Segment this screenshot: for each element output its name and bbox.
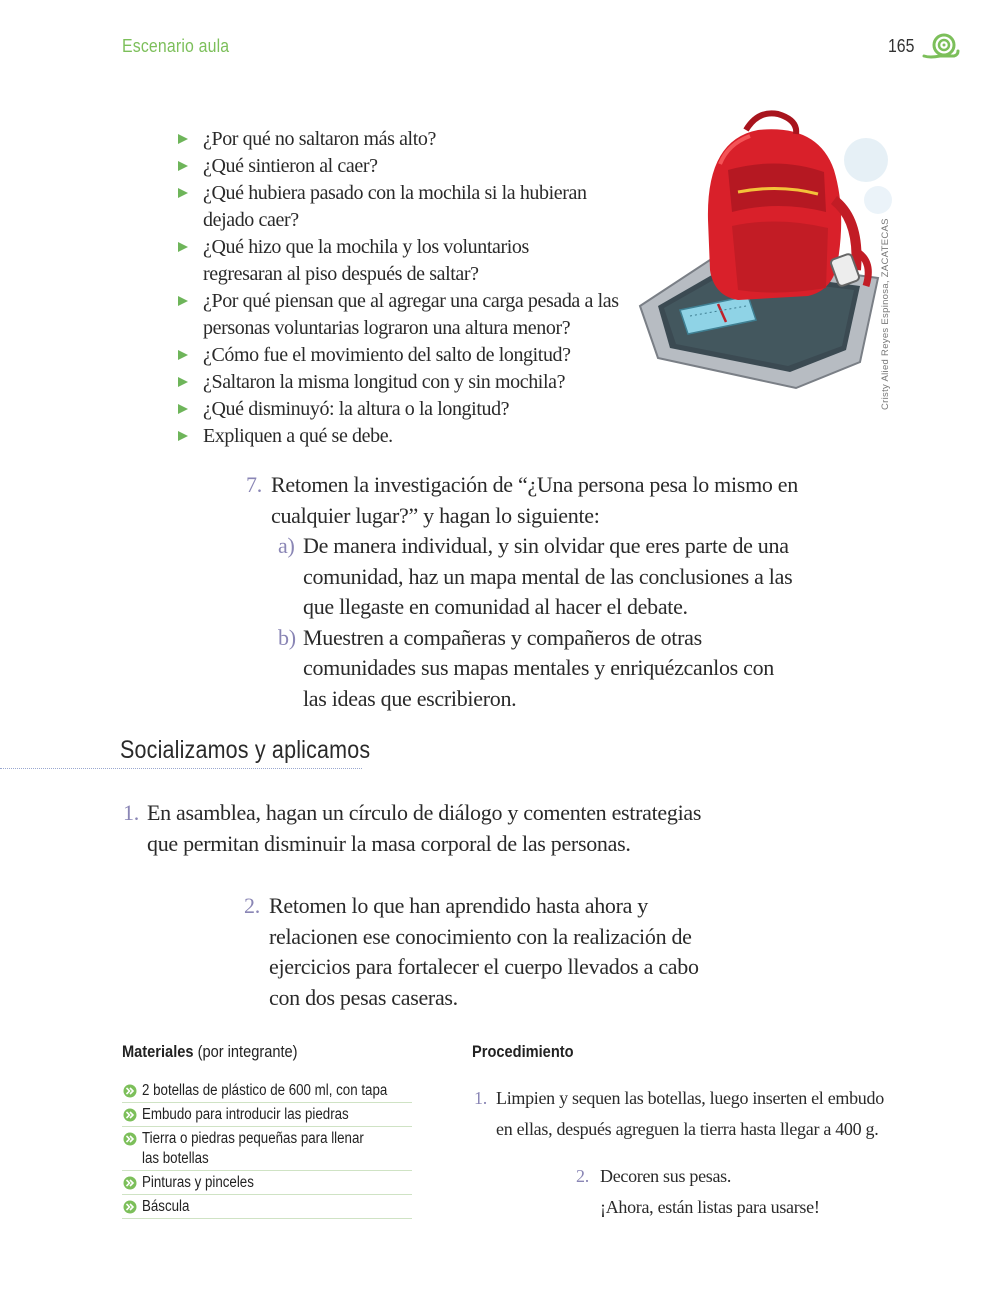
step-text: Decoren sus pesas. ¡Ahora, están listas para usarse! (600, 1166, 820, 1217)
arrow-bullet-icon (178, 242, 188, 252)
activity-item-2 (244, 891, 724, 1013)
material-item: Pinturas y pinceles (122, 1171, 412, 1195)
materials-title: Materiales (por integrante) (122, 1042, 298, 1061)
question-item: ¿Qué hubiera pasado con la mochila si la hubieran dejado caer? (176, 180, 636, 234)
page-number: 165 (888, 36, 915, 56)
question-item: ¿Cómo fue el movimiento del salto de longitud? (176, 342, 636, 369)
question-item: ¿Por qué no saltaron más alto? (176, 126, 636, 153)
subitem-letter: a) (278, 533, 295, 558)
activity-item-7 (246, 470, 806, 714)
subitem-a (246, 531, 806, 623)
double-chevron-icon (123, 1084, 137, 1098)
question-item: ¿Qué hizo que la mochila y los voluntarios regresaran al piso después de saltar? (176, 234, 636, 288)
material-item: 2 botellas de plástico de 600 ml, con tapa (122, 1079, 412, 1103)
activity-item-1 (123, 798, 743, 859)
arrow-bullet-icon (178, 134, 188, 144)
item-number: 1. (123, 800, 139, 825)
double-chevron-icon (123, 1132, 137, 1146)
section-heading: Socializamos y aplicamos (120, 736, 371, 764)
materials-list (122, 1079, 412, 1219)
question-item: Expliquen a qué se debe. (176, 423, 636, 450)
section-name: Escenario aula (122, 36, 230, 56)
step-number: 2. (576, 1166, 589, 1186)
question-list (176, 126, 636, 450)
arrow-bullet-icon (178, 350, 188, 360)
item-text: En asamblea, hagan un círculo de diálogo y comenten estrategias que permitan disminuir la masa corporal de las personas. (147, 800, 702, 856)
question-item: ¿Qué sintieron al caer? (176, 153, 636, 180)
question-item: ¿Por qué piensan que al agregar una carga pesada a las personas voluntarias lograron una altura menor? (176, 288, 636, 342)
arrow-bullet-icon (178, 161, 188, 171)
subitem-b (246, 623, 806, 715)
snail-icon (920, 30, 960, 62)
illustration-credit: Cristy Alied Reyes Espinosa, ZACATECAS (880, 218, 891, 410)
material-item: Embudo para introducir las piedras (122, 1103, 412, 1127)
item-number: 7. (246, 472, 262, 497)
arrow-bullet-icon (178, 188, 188, 198)
step-text: Limpien y sequen las botellas, luego inserten el embudo en ellas, después agreguen la tierra hasta llegar a 400 g. (496, 1088, 884, 1139)
item-text: Retomen la investigación de “¿Una persona pesa lo mismo en cualquier lugar?” y hagan lo siguiente: (271, 472, 798, 528)
arrow-bullet-icon (178, 431, 188, 441)
step-number: 1. (474, 1088, 487, 1108)
arrow-bullet-icon (178, 404, 188, 414)
question-item: ¿Qué disminuyó: la altura o la longitud? (176, 396, 636, 423)
material-item: Tierra o piedras pequeñas para llenar las botellas (122, 1127, 412, 1171)
double-chevron-icon (123, 1108, 137, 1122)
item-text: Retomen lo que han aprendido hasta ahora y relacionen ese conocimiento con la realización de ejercicios para fortalecer el cuerpo llevados a cabo con dos pesas caseras. (269, 893, 699, 1010)
subitem-text: Muestren a compañeras y compañeros de otras comunidades sus mapas mentales y enriquézcanlos con las ideas que escribieron. (303, 624, 774, 711)
item-number: 2. (244, 893, 260, 918)
arrow-bullet-icon (178, 296, 188, 306)
material-item: Báscula (122, 1195, 412, 1219)
double-chevron-icon (123, 1176, 137, 1190)
subitem-text: De manera individual, y sin olvidar que eres parte de una comunidad, haz un mapa mental de las conclusiones a las que llegaste en comunidad al hacer el debate. (303, 533, 793, 619)
procedure-step-1 (474, 1083, 904, 1145)
heading-divider (0, 768, 362, 769)
question-item: ¿Saltaron la misma longitud con y sin mochila? (176, 369, 636, 396)
subitem-letter: b) (278, 624, 296, 650)
backpack-on-scale-illustration (628, 100, 898, 400)
procedure-title: Procedimiento (472, 1042, 574, 1061)
double-chevron-icon (123, 1200, 137, 1214)
procedure-step-2 (576, 1161, 856, 1223)
arrow-bullet-icon (178, 377, 188, 387)
